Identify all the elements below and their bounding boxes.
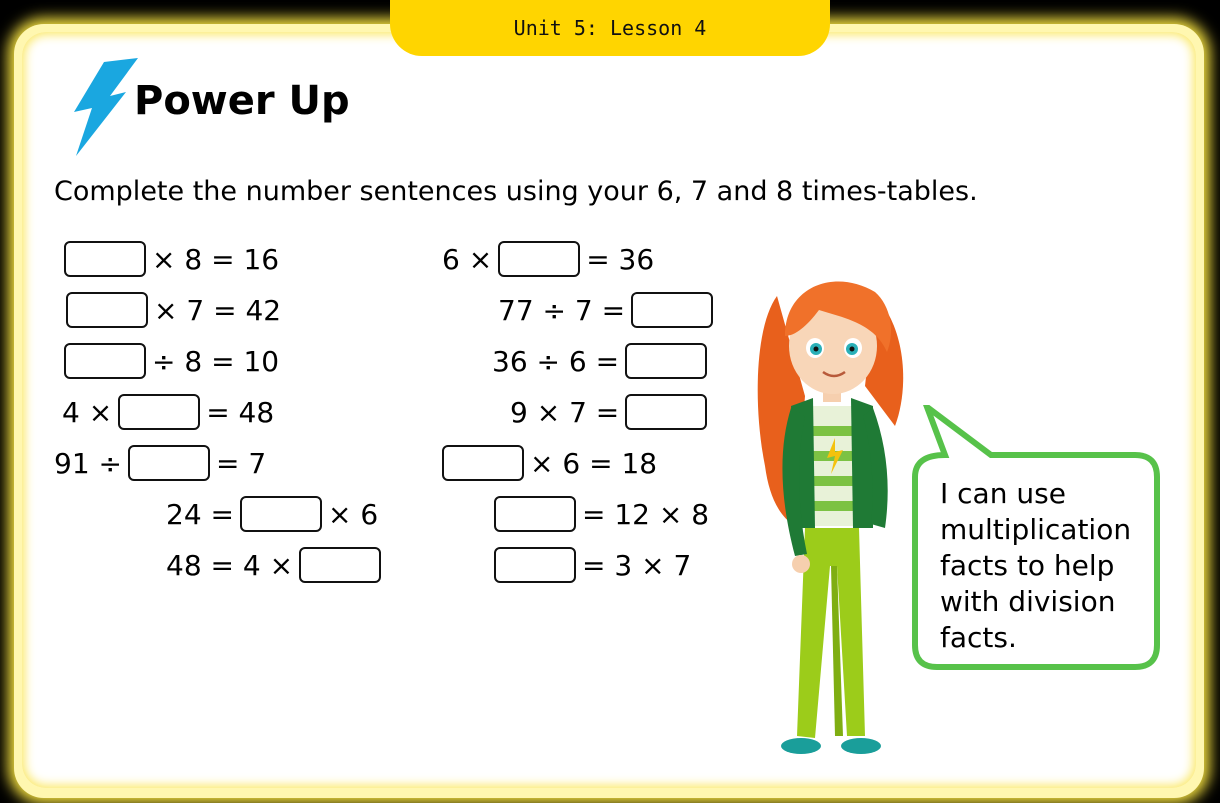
answer-box[interactable]: [494, 547, 576, 583]
sentence-text: = 12 × 8: [582, 497, 710, 531]
sentence-text: × 6 = 18: [530, 446, 658, 480]
sentence-text: = 36: [586, 242, 655, 276]
unit-lesson-tab: [390, 0, 830, 56]
number-sentence-left-4: [62, 392, 274, 432]
answer-box[interactable]: [64, 241, 146, 277]
number-sentence-right-7: [494, 545, 691, 585]
answer-box[interactable]: [128, 445, 210, 481]
answer-box[interactable]: [625, 343, 707, 379]
lightning-bolt-icon: [54, 56, 140, 160]
sentence-text: 36 ÷ 6 =: [492, 344, 620, 378]
number-sentence-left-5: [54, 443, 266, 483]
answer-box[interactable]: [240, 496, 322, 532]
number-sentence-left-1: [64, 239, 279, 279]
answer-box[interactable]: [494, 496, 576, 532]
page-title: Power Up: [134, 78, 350, 124]
unit-lesson-label: Unit 5: Lesson 4: [513, 16, 707, 40]
sentence-text: = 3 × 7: [582, 548, 692, 582]
instruction-text: Complete the number sentences using your 6, 7 and 8 times-tables.: [54, 176, 978, 207]
sentence-text: × 6: [328, 497, 379, 531]
number-sentence-right-1: [442, 239, 654, 279]
number-sentence-right-6: [494, 494, 709, 534]
sentence-text: = 7: [216, 446, 267, 480]
sentence-text: = 48: [206, 395, 275, 429]
number-sentence-right-4: [510, 392, 707, 432]
number-sentence-right-3: [492, 341, 707, 381]
answer-box[interactable]: [625, 394, 707, 430]
answer-box[interactable]: [64, 343, 146, 379]
number-sentence-right-5: [442, 443, 657, 483]
answer-box[interactable]: [631, 292, 713, 328]
sentence-text: 91 ÷: [54, 446, 122, 480]
answer-box[interactable]: [498, 241, 580, 277]
sentence-text: 6 ×: [442, 242, 493, 276]
sentence-text: 48 = 4 ×: [166, 548, 294, 582]
sentence-text: × 7 = 42: [154, 293, 282, 327]
answer-box[interactable]: [66, 292, 148, 328]
sentence-text: 77 ÷ 7 =: [498, 293, 626, 327]
answer-box[interactable]: [118, 394, 200, 430]
answer-box[interactable]: [442, 445, 524, 481]
sentence-text: × 8 = 16: [152, 242, 280, 276]
answer-box[interactable]: [299, 547, 381, 583]
number-sentence-left-2: [66, 290, 281, 330]
sentence-text: ÷ 8 = 10: [152, 344, 280, 378]
speech-bubble-text: I can use multiplication facts to help with division facts.: [940, 477, 1132, 654]
number-sentence-left-3: [64, 341, 279, 381]
girl-character-illustration: [735, 266, 920, 776]
number-sentence-left-6: [166, 494, 378, 534]
number-sentence-right-2: [498, 290, 713, 330]
number-sentence-left-7: [166, 545, 381, 585]
sentence-text: 9 × 7 =: [510, 395, 620, 429]
sentence-text: 4 ×: [62, 395, 113, 429]
sentence-text: 24 =: [166, 497, 234, 531]
